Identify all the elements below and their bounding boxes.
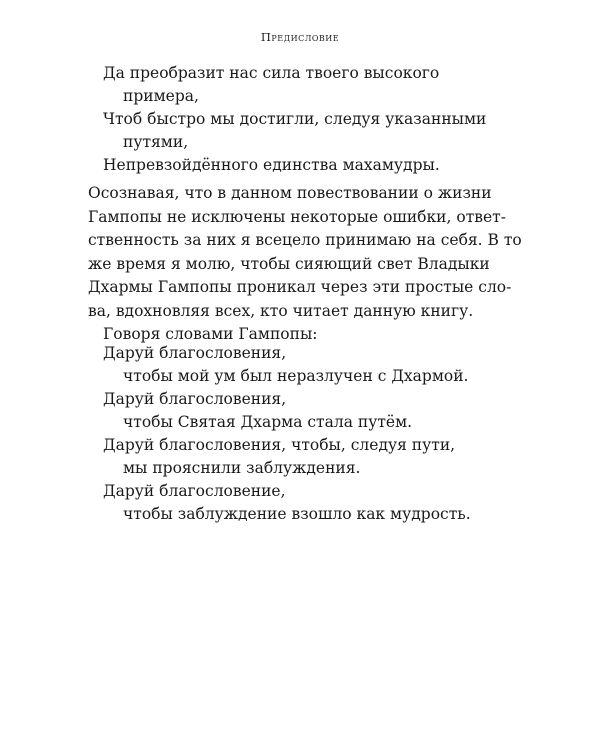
paragraph-line: Осознавая, что в данном повествовании о жизни bbox=[88, 184, 492, 202]
verse-line: путями, bbox=[123, 133, 189, 151]
verse-line: чтобы Святая Дхарма стала путём. bbox=[123, 413, 413, 431]
paragraph-line: же время я молю, чтобы сияющий свет Владыки bbox=[88, 254, 490, 273]
verse-line: Даруй благословение, bbox=[103, 482, 286, 500]
paragraph-line: ва, вдохновляя всех, кто читает данную книгу. bbox=[88, 301, 474, 320]
verse-line: Даруй благословения, чтобы, следуя пути, bbox=[103, 436, 456, 454]
paragraph-line: Дхармы Гампопы проникал через эти простые сло- bbox=[88, 278, 512, 296]
verse-line: Да преобразит нас сила твоего высокого bbox=[103, 64, 440, 82]
verse-line: Чтоб быстро мы достигли, следуя указанными bbox=[103, 110, 487, 128]
closing-verse bbox=[103, 342, 503, 526]
verse-line: примера, bbox=[123, 87, 199, 105]
verse-line: Даруй благословения, bbox=[103, 390, 287, 408]
verse-line: Даруй благословения, bbox=[103, 344, 287, 362]
opening-verse bbox=[103, 62, 503, 177]
paragraph-line: Гампопы не исключены некоторые ошибки, ответ- bbox=[88, 207, 506, 226]
verse-line: Непревзойдённого единства махамудры. bbox=[103, 156, 440, 174]
verse-line: чтобы заблуждение взошло как мудрость. bbox=[123, 505, 471, 523]
body-paragraph bbox=[88, 182, 522, 347]
running-head: Предисловие bbox=[260, 30, 340, 44]
paragraph-line: ственность за них я всецело принимаю на себя. В то bbox=[88, 231, 522, 249]
intro-line: Говоря словами Гампопы: bbox=[103, 325, 318, 343]
verse-line: чтобы мой ум был неразлучен с Дхармой. bbox=[123, 367, 469, 385]
verse-line: мы прояснили заблуждения. bbox=[123, 459, 361, 477]
